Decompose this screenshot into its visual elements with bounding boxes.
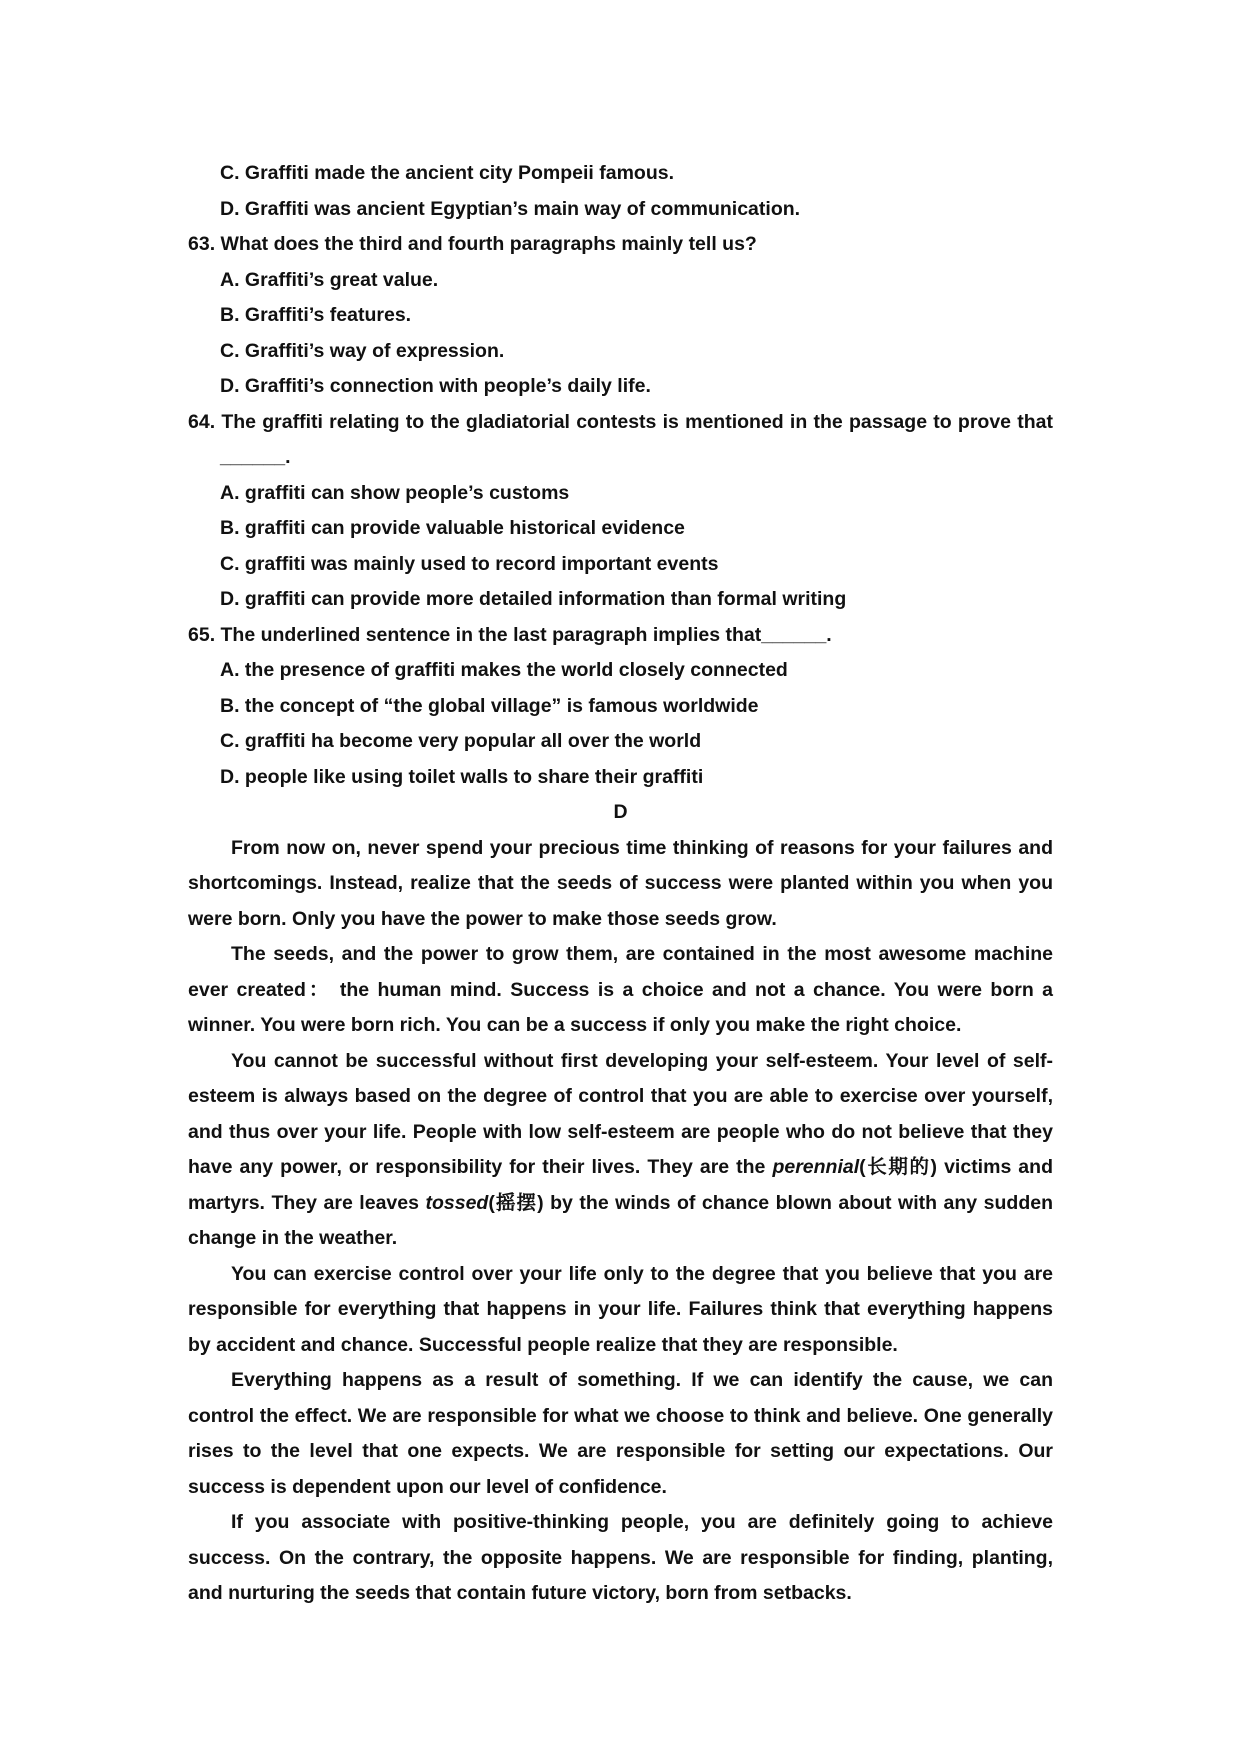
option-63-d: D. Graffiti’s connection with people’s daily life. — [220, 375, 651, 397]
question-65-stem: 65. The underlined sentence in the last paragraph implies that______. — [188, 623, 832, 646]
option-65-d: D. people like using toilet walls to share their graffiti — [220, 765, 704, 788]
paragraph-3-part-b: victims and martyrs. They are leaves — [188, 1156, 1053, 1214]
passage-paragraph-6: If you associate with positive-thinking people, you are definitely going to achieve success. On the contrary, the opposite happens. We are responsible for finding, planting, and nurturing the seeds that contain future victory, born from setbacks. — [188, 1511, 1053, 1604]
option-64-a: A. graffiti can show people’s customs — [220, 481, 570, 504]
passage-paragraph-3 — [188, 1044, 1053, 1257]
question-64-stem: 64. The graffiti relating to the gladiatorial contests is mentioned in the passage to prove that — [188, 410, 1053, 433]
option-64-c: C. graffiti was mainly used to record important events — [220, 552, 719, 575]
option-63-c: C. Graffiti’s way of expression. — [220, 339, 505, 362]
glossed-word-perennial: perennial — [772, 1156, 860, 1178]
option-64-d: D. graffiti can provide more detailed information than formal writing — [220, 588, 847, 610]
option-63-a: A. Graffiti’s great value. — [220, 268, 439, 291]
passage-paragraph-4: You can exercise control over your life only to the degree that you believe that you are responsible for everything that happens in your life. Failures think that everything happens by accident and chance. Successful people realize that they are responsible. — [188, 1262, 1053, 1356]
question-64-blank: ______. — [220, 446, 291, 468]
option-63-b: B. Graffiti’s features. — [220, 304, 412, 326]
option-65-a: A. the presence of graffiti makes the world closely connected — [220, 659, 788, 681]
passage-paragraph-5: Everything happens as a result of something. If we can identify the cause, we can control the effect. We are responsible for what we choose to think and believe. One generally rises to the level that one expects. We are responsible for setting our expectations. Our success is dependent upon our level of confidence. — [188, 1369, 1053, 1498]
glossed-word-tossed: tossed — [425, 1191, 489, 1214]
section-heading: D — [613, 801, 628, 823]
option-65-b: B. the concept of “the global village” is famous worldwide — [220, 694, 759, 717]
paragraph-3-part-a: You cannot be successful without first developing your self-esteem. Your level of self-esteem is always based on the degree of control that you are able to exercise over yourself, and thus over your life. People with low self-esteem are people who do not believe that they have any power, or responsibility for their lives. They are the — [188, 1049, 1053, 1178]
question-63-stem: 63. What does the third and fourth paragraphs mainly tell us? — [188, 233, 757, 255]
passage-paragraph-2: The seeds, and the power to grow them, are contained in the most awesome machine ever created： the human mind. Success is a choice and not a chance. You were born a winner. You were born rich. You can be a success if only you make the right choice. — [188, 943, 1053, 1036]
option-65-c: C. graffiti ha become very popular all over the world — [220, 730, 702, 752]
passage-paragraph-1: From now on, never spend your precious time thinking of reasons for your failures and shortcomings. Instead, realize that the seeds of success were planted within you when you were born. Only you have the power to make those seeds grow. — [188, 836, 1053, 930]
gloss-tossed: (摇摆) — [488, 1191, 544, 1214]
option-62-c: C. Graffiti made the ancient city Pompeii famous. — [220, 162, 675, 184]
option-62-d: D. Graffiti was ancient Egyptian’s main way of communication. — [220, 197, 801, 220]
option-64-b: B. graffiti can provide valuable historical evidence — [220, 517, 685, 539]
page-content — [188, 156, 1053, 1612]
paragraph-3-part-c: by the winds of chance blown about with any sudden change in the weather. — [188, 1191, 1053, 1249]
gloss-perennial: (长期的) — [859, 1156, 938, 1178]
